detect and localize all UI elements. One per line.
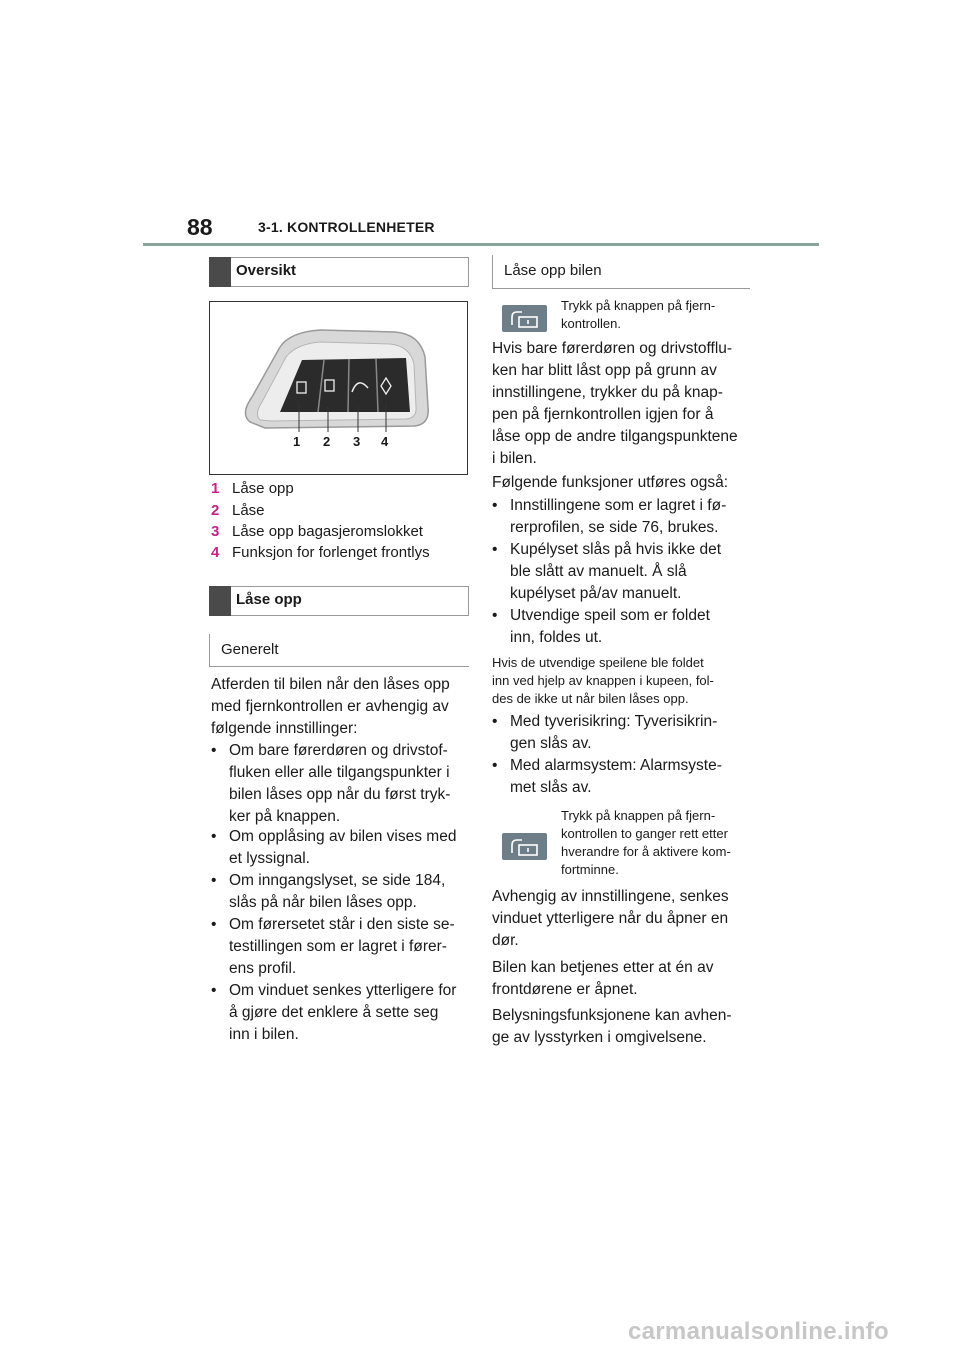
text-line: Utvendige speil som er foldet <box>510 607 710 624</box>
key-fob-illustration <box>210 302 467 474</box>
legend-text: Låse opp bagasjeromslokket <box>232 523 423 540</box>
heading-tab <box>209 257 231 287</box>
callout-label: 2 <box>323 434 331 449</box>
text-line: Om opplåsing av bilen vises med <box>229 828 457 845</box>
unlock-car-subheading <box>492 255 750 289</box>
text-line: ble slått av manuelt. Å slå <box>510 563 687 580</box>
header-divider <box>143 243 819 246</box>
legend-number: 4 <box>211 544 220 561</box>
text-line: Med tyverisikring: Tyverisikrin- <box>510 713 718 730</box>
text-line: inn ved hjelp av knappen i kupeen, fol- <box>492 673 714 688</box>
paragraph <box>492 957 754 1001</box>
legend-number: 2 <box>211 502 220 519</box>
text-line: Bilen kan betjenes etter at én av <box>492 959 714 976</box>
text-line: Avhengig av innstillingene, senkes <box>492 888 729 905</box>
text-line: Med alarmsystem: Alarmsyste- <box>510 757 722 774</box>
text-line: slås på når bilen låses opp. <box>229 894 417 911</box>
paragraph <box>492 1005 754 1049</box>
text-line: innstillingene, trykker du på knap- <box>492 384 723 401</box>
general-subheading <box>209 634 469 667</box>
text-line: pen på fjernkontrollen igjen for å <box>492 406 714 423</box>
text-line: Hvis de utvendige speilene ble foldet <box>492 655 704 670</box>
paragraph <box>492 338 754 470</box>
text-line: rerprofilen, se side 76, brukes. <box>510 519 719 536</box>
text-line: fortminne. <box>561 862 619 877</box>
unlock-heading-text: Låse opp <box>236 591 302 608</box>
text-line: kontrollen to ganger rett etter <box>561 826 728 841</box>
key-fob-figure <box>209 301 468 475</box>
text-line: å gjøre det enklere å sette seg <box>229 1004 439 1021</box>
text-line: Om førersetet står i den siste se- <box>229 916 455 933</box>
icon-note <box>561 807 753 879</box>
page-number: 88 <box>187 214 213 240</box>
unlock-key-icon <box>502 833 547 860</box>
text-line: ge av lysstyrken i omgivelsene. <box>492 1029 707 1046</box>
text-line: Hvis bare førerdøren og drivstofflu- <box>492 340 733 357</box>
unlock-car-subheading-text: Låse opp bilen <box>504 262 602 279</box>
text-line: kupélyset på/av manuelt. <box>510 585 682 602</box>
unlock-heading <box>209 586 469 616</box>
text-line: Trykk på knappen på fjern- <box>561 298 716 313</box>
paragraph <box>492 886 754 952</box>
text-line: vinduet ytterligere når du åpner en <box>492 910 729 927</box>
intro-paragraph <box>211 674 471 740</box>
legend-text: Låse opp <box>232 480 294 497</box>
text-line: et lyssignal. <box>229 850 310 867</box>
text-line: gen slås av. <box>510 735 592 752</box>
text-line: ken har blitt låst opp på grunn av <box>492 362 717 379</box>
text-line: ker på knappen. <box>229 808 341 825</box>
text-line: Kupélyset slås på hvis ikke det <box>510 541 722 558</box>
heading-tab <box>209 586 231 616</box>
overview-heading-text: Oversikt <box>236 262 297 279</box>
text-line: Atferden til bilen når den låses opp <box>211 676 450 693</box>
text-line: Om bare førerdøren og drivstof- <box>229 742 448 759</box>
text-line: med fjernkontrollen er avhengig av <box>211 698 449 715</box>
text-line: Belysningsfunksjonene kan avhen- <box>492 1007 732 1024</box>
text-line: i bilen. <box>492 450 537 467</box>
text-line: inn i bilen. <box>229 1026 299 1043</box>
text-line: testillingen som er lagret i fører- <box>229 938 447 955</box>
text-line: bilen låses opp når du først tryk- <box>229 786 451 803</box>
text-line: fluken eller alle tilgangspunkter i <box>229 764 450 781</box>
paragraph: Følgende funksjoner utføres også: <box>492 474 729 491</box>
text-line: frontdørene er åpnet. <box>492 981 638 998</box>
text-line: Innstillingene som er lagret i fø- <box>510 497 727 514</box>
text-line: met slås av. <box>510 779 592 796</box>
section-title: 3-1. KONTROLLENHETER <box>258 219 435 235</box>
overview-heading <box>209 257 469 287</box>
callout-label: 1 <box>293 434 301 449</box>
text-line: låse opp de andre tilgangspunktene <box>492 428 738 445</box>
text-line: dør. <box>492 932 519 949</box>
text-line: ens profil. <box>229 960 297 977</box>
legend-number: 1 <box>211 480 220 497</box>
text-line: Om inngangslyset, se side 184, <box>229 872 446 889</box>
callout-label: 4 <box>381 434 389 449</box>
legend-number: 3 <box>211 523 220 540</box>
legend-text: Låse <box>232 502 265 519</box>
text-line: hverandre for å aktivere kom- <box>561 844 731 859</box>
unlock-key-icon <box>502 305 547 332</box>
text-line: følgende innstillinger: <box>211 720 358 737</box>
text-line: Om vinduet senkes ytterligere for <box>229 982 457 999</box>
mirror-note <box>492 654 754 708</box>
general-subheading-text: Generelt <box>221 641 279 658</box>
watermark: carmanualsonline.info <box>628 1318 890 1345</box>
legend-text: Funksjon for forlenget frontlys <box>232 544 430 561</box>
text-line: kontrollen. <box>561 316 621 331</box>
text-line: des de ikke ut når bilen låses opp. <box>492 691 689 706</box>
text-line: Trykk på knappen på fjern- <box>561 808 716 823</box>
icon-note <box>561 297 751 333</box>
callout-label: 3 <box>353 434 361 449</box>
text-line: inn, foldes ut. <box>510 629 603 646</box>
